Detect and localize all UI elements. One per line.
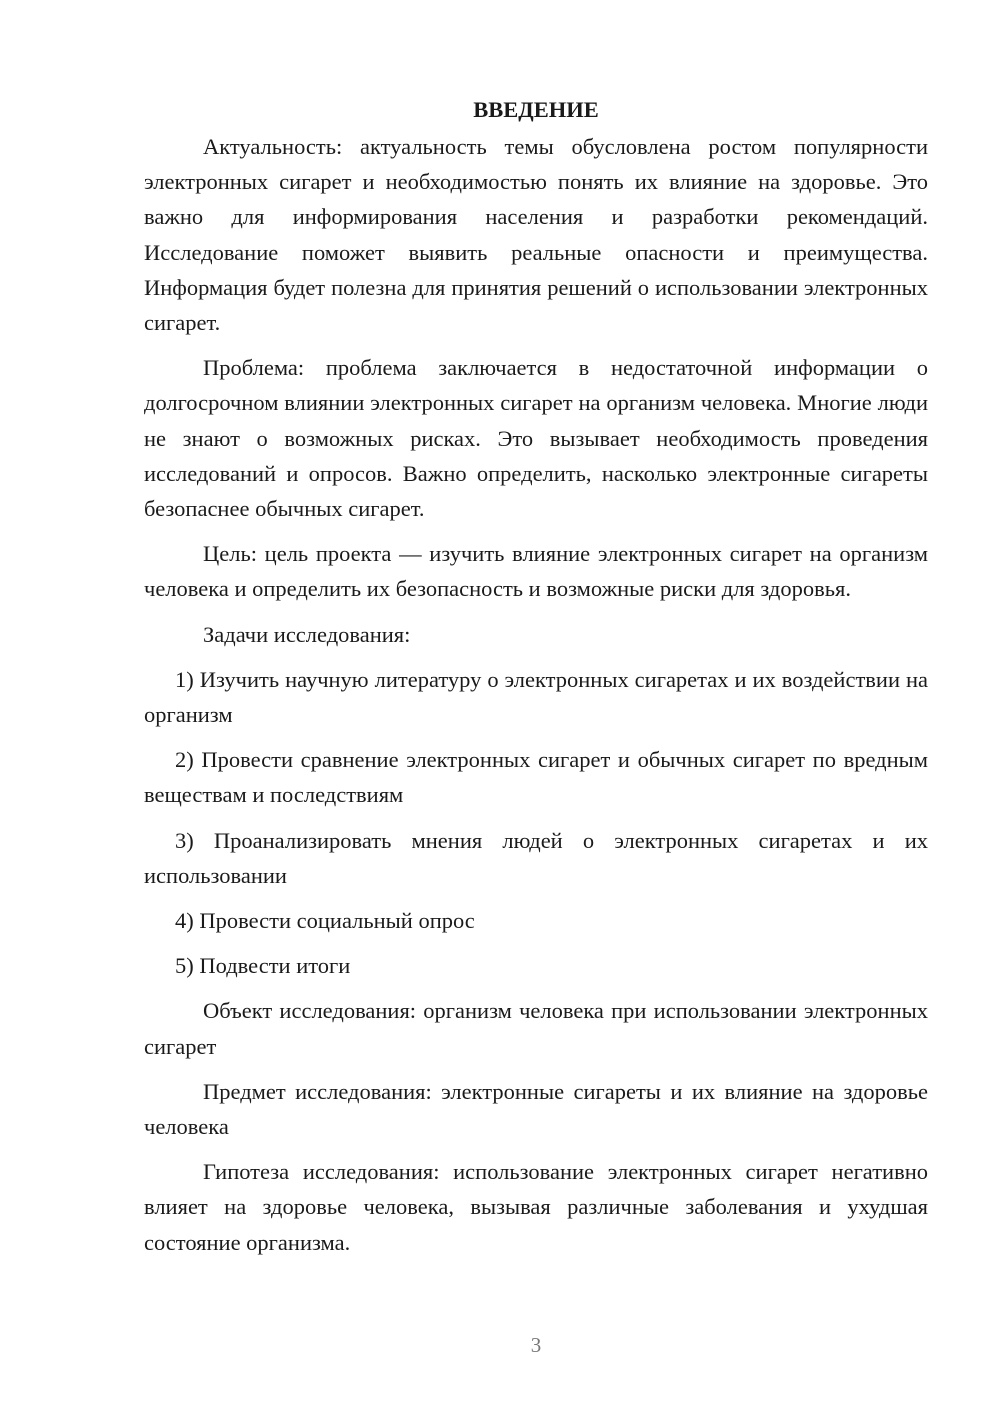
paragraph-relevance: Актуальность: актуальность темы обусловлена ростом популярности электронных сигарет и необходимостью понять их влияние на здоровье. Это важно для информирования населения и разработки рекомендаций. Исследование поможет выявить реальные опасности и преимущества. Информация будет полезна для принятия решений о использовании электронных сигарет. (144, 134, 928, 336)
page-content (144, 92, 928, 1270)
paragraph-problem: Проблема: проблема заключается в недостаточной информации о долгосрочном влиянии электронных сигарет на организм человека. Многие люди не знают о возможных рисках. Это вызывает необходимость проведения исследований и опросов. Важно определить, насколько электронные сигареты безопаснее обычных сигарет. (144, 355, 928, 522)
tasks-heading: Задачи исследования: (203, 621, 411, 647)
task-item: 1) Изучить научную литературу о электронных сигаретах и их воздействии на организм (144, 666, 928, 728)
task-item: 5) Подвести итоги (175, 953, 351, 979)
page-title: ВВЕДЕНИЕ (473, 97, 599, 122)
paragraph-subject: Предмет исследования: электронные сигареты и их влияние на здоровье человека (144, 1078, 928, 1140)
task-item: 2) Провести сравнение электронных сигарет и обычных сигарет по вредным веществам и последствиям (144, 747, 928, 808)
page-number: 3 (530, 1333, 542, 1357)
paragraph-hypothesis: Гипотеза исследования: использование электронных сигарет негативно влияет на здоровье человека, вызывая различные заболевания и ухудшая состояние организма. (144, 1159, 928, 1255)
paragraph-object: Объект исследования: организм человека при использовании электронных сигарет (144, 998, 928, 1059)
task-item: 3) Проанализировать мнения людей о электронных сигаретах и их использовании (144, 827, 928, 888)
paragraph-goal: Цель: цель проекта — изучить влияние электронных сигарет на организм человека и определить их безопасность и возможные риски для здоровья. (144, 541, 928, 602)
task-item: 4) Провести социальный опрос (175, 908, 475, 934)
